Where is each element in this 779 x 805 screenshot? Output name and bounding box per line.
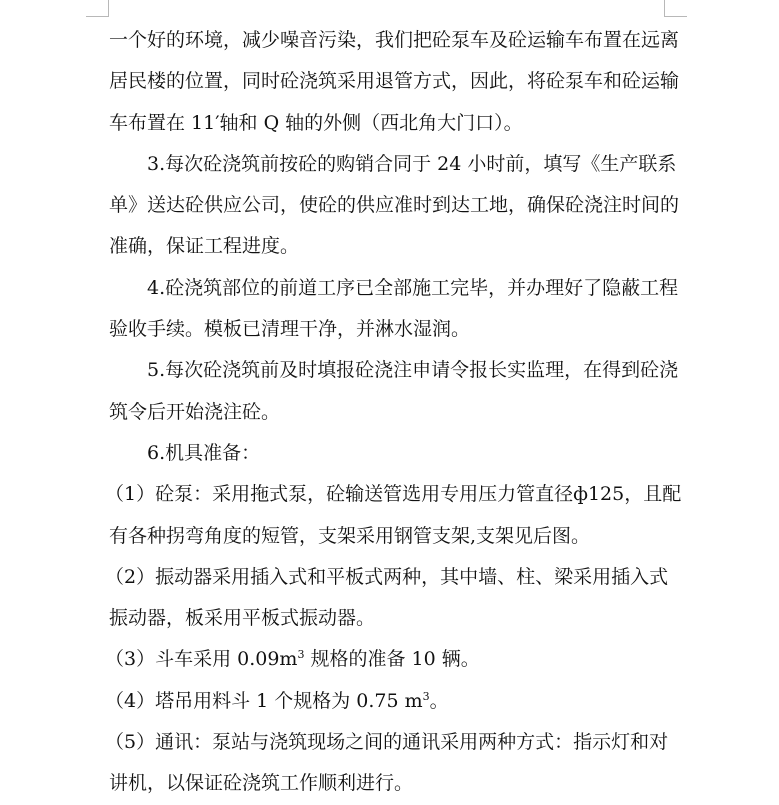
- text-line: 5.每次砼浇筑前及时填报砼浇注申请令报长实监理，在得到砼浇: [147, 359, 679, 382]
- text-line: 3.每次砼浇筑前按砼的购销合同于 24 小时前，填写《生产联系: [147, 152, 677, 175]
- text-line: （5）通讯：泵站与浇筑现场之间的通讯采用两种方式：指示灯和对: [105, 731, 669, 754]
- superscript: 3: [422, 689, 430, 703]
- text-line: 一个好的环境，减少噪音污染，我们把砼泵车及砼运输车布置在远离: [109, 29, 680, 51]
- text-line: 4.砼浇筑部位的前道工序已全部施工完毕，并办理好了隐蔽工程: [147, 276, 679, 299]
- text-line: 有各种拐弯角度的短管，支架采用钢管支架,支架见后图。: [109, 524, 591, 547]
- document-body: [105, 20, 682, 805]
- page-corner-mark-left: [86, 0, 109, 17]
- text-line: 振动器，板采用平板式振动器。: [109, 607, 376, 630]
- text-line: 讲机，以保证砼浇筑工作顺利进行。: [109, 772, 414, 795]
- text-line: （1）砼泵：采用拖式泵，砼输送管选用专用压力管直径ф125，且配: [105, 483, 682, 506]
- text-line: 车布置在 11′轴和 Q 轴的外侧（西北角大门口）。: [109, 111, 523, 134]
- text-line: 筑令后开始浇注砼。: [109, 400, 281, 423]
- superscript: 3: [297, 648, 305, 662]
- text-segment: （3）斗车采用 0.09m: [105, 648, 298, 671]
- text-line: 单》送达砼供应公司，使砼的供应准时到达工地，确保砼浇注时间的: [109, 194, 680, 217]
- text-line: [105, 639, 665, 680]
- text-line: 准确，保证工程进度。: [109, 235, 300, 258]
- text-line: [105, 681, 665, 722]
- text-segment: 。: [429, 689, 449, 712]
- page-corner-mark-right: [664, 0, 687, 17]
- text-segment: 规格的准备 10 辆。: [304, 648, 480, 671]
- text-segment: （4）塔吊用料斗 1 个规格为 0.75 m: [105, 689, 423, 712]
- text-line: 验收手续。模板已清理干净，并淋水湿润。: [109, 318, 471, 341]
- section-heading: 6.机具准备：: [147, 441, 261, 464]
- text-line: 居民楼的位置，同时砼浇筑采用退管方式，因此，将砼泵车和砼运输: [109, 70, 680, 93]
- text-line: （2）振动器采用插入式和平板式两种，其中墙、柱、梁采用插入式: [105, 565, 669, 588]
